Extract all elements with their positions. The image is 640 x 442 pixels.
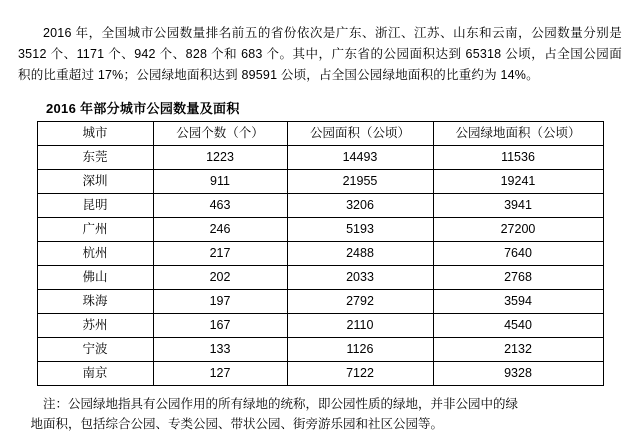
cell-city: 东莞 bbox=[37, 146, 153, 170]
table-row bbox=[37, 146, 603, 170]
cell-park-area: 3206 bbox=[287, 194, 433, 218]
cell-park-count: 133 bbox=[153, 338, 287, 362]
table-note bbox=[18, 394, 622, 434]
table-row bbox=[37, 314, 603, 338]
cell-park-count: 217 bbox=[153, 242, 287, 266]
cell-city: 杭州 bbox=[37, 242, 153, 266]
column-header-park-count: 公园个数（个） bbox=[153, 122, 287, 146]
cell-park-count: 202 bbox=[153, 266, 287, 290]
cell-city: 广州 bbox=[37, 218, 153, 242]
cell-park-count: 197 bbox=[153, 290, 287, 314]
cell-city: 宁波 bbox=[37, 338, 153, 362]
cell-park-area: 2488 bbox=[287, 242, 433, 266]
cell-park-count: 167 bbox=[153, 314, 287, 338]
table-row bbox=[37, 362, 603, 386]
cell-park-area: 7122 bbox=[287, 362, 433, 386]
cell-park-area: 2792 bbox=[287, 290, 433, 314]
cell-city: 珠海 bbox=[37, 290, 153, 314]
cell-green-area: 4540 bbox=[433, 314, 603, 338]
cell-city: 南京 bbox=[37, 362, 153, 386]
cell-park-count: 1223 bbox=[153, 146, 287, 170]
column-header-city: 城市 bbox=[37, 122, 153, 146]
cell-park-area: 14493 bbox=[287, 146, 433, 170]
intro-paragraph: 2016 年，全国城市公园数量排名前五的省份依次是广东、浙江、江苏、山东和云南，公园数量分别是 3512 个、1171 个、942 个、828 个和 683 个。其中，广东省的公园面积达到 65318 公顷，占全国公园面积的比重超过 17%；公园绿地面积达到 89591 公顷，占全国公园绿地面积的比重约为 14%。 bbox=[18, 25, 622, 82]
note-line-1: 注：公园绿地指具有公园作用的所有绿地的统称，即公园性质的绿地，并非公园中的绿 bbox=[43, 397, 519, 411]
cell-city: 苏州 bbox=[37, 314, 153, 338]
cell-green-area: 19241 bbox=[433, 170, 603, 194]
note-line-2: 地面积，包括综合公园、专类公园、带状公园、街旁游乐园和社区公园等。 bbox=[30, 417, 444, 431]
cell-park-area: 21955 bbox=[287, 170, 433, 194]
cell-park-area: 1126 bbox=[287, 338, 433, 362]
cell-green-area: 3594 bbox=[433, 290, 603, 314]
cell-park-count: 911 bbox=[153, 170, 287, 194]
cell-city: 昆明 bbox=[37, 194, 153, 218]
table-row bbox=[37, 290, 603, 314]
cell-park-area: 2110 bbox=[287, 314, 433, 338]
table-row bbox=[37, 194, 603, 218]
cell-green-area: 11536 bbox=[433, 146, 603, 170]
table-row bbox=[37, 242, 603, 266]
cell-park-count: 246 bbox=[153, 218, 287, 242]
cell-park-area: 2033 bbox=[287, 266, 433, 290]
table-row bbox=[37, 218, 603, 242]
table-row bbox=[37, 170, 603, 194]
park-data-table bbox=[37, 121, 604, 386]
table-row bbox=[37, 338, 603, 362]
cell-green-area: 9328 bbox=[433, 362, 603, 386]
table-row bbox=[37, 266, 603, 290]
cell-green-area: 3941 bbox=[433, 194, 603, 218]
cell-city: 深圳 bbox=[37, 170, 153, 194]
table-header-row bbox=[37, 122, 603, 146]
cell-park-area: 5193 bbox=[287, 218, 433, 242]
cell-park-count: 463 bbox=[153, 194, 287, 218]
cell-green-area: 2768 bbox=[433, 266, 603, 290]
cell-green-area: 27200 bbox=[433, 218, 603, 242]
cell-city: 佛山 bbox=[37, 266, 153, 290]
cell-green-area: 7640 bbox=[433, 242, 603, 266]
column-header-park-area: 公园面积（公顷） bbox=[287, 122, 433, 146]
cell-park-count: 127 bbox=[153, 362, 287, 386]
cell-green-area: 2132 bbox=[433, 338, 603, 362]
column-header-green-area: 公园绿地面积（公顷） bbox=[433, 122, 603, 146]
table-title: 2016 年部分城市公园数量及面积 bbox=[46, 101, 240, 116]
